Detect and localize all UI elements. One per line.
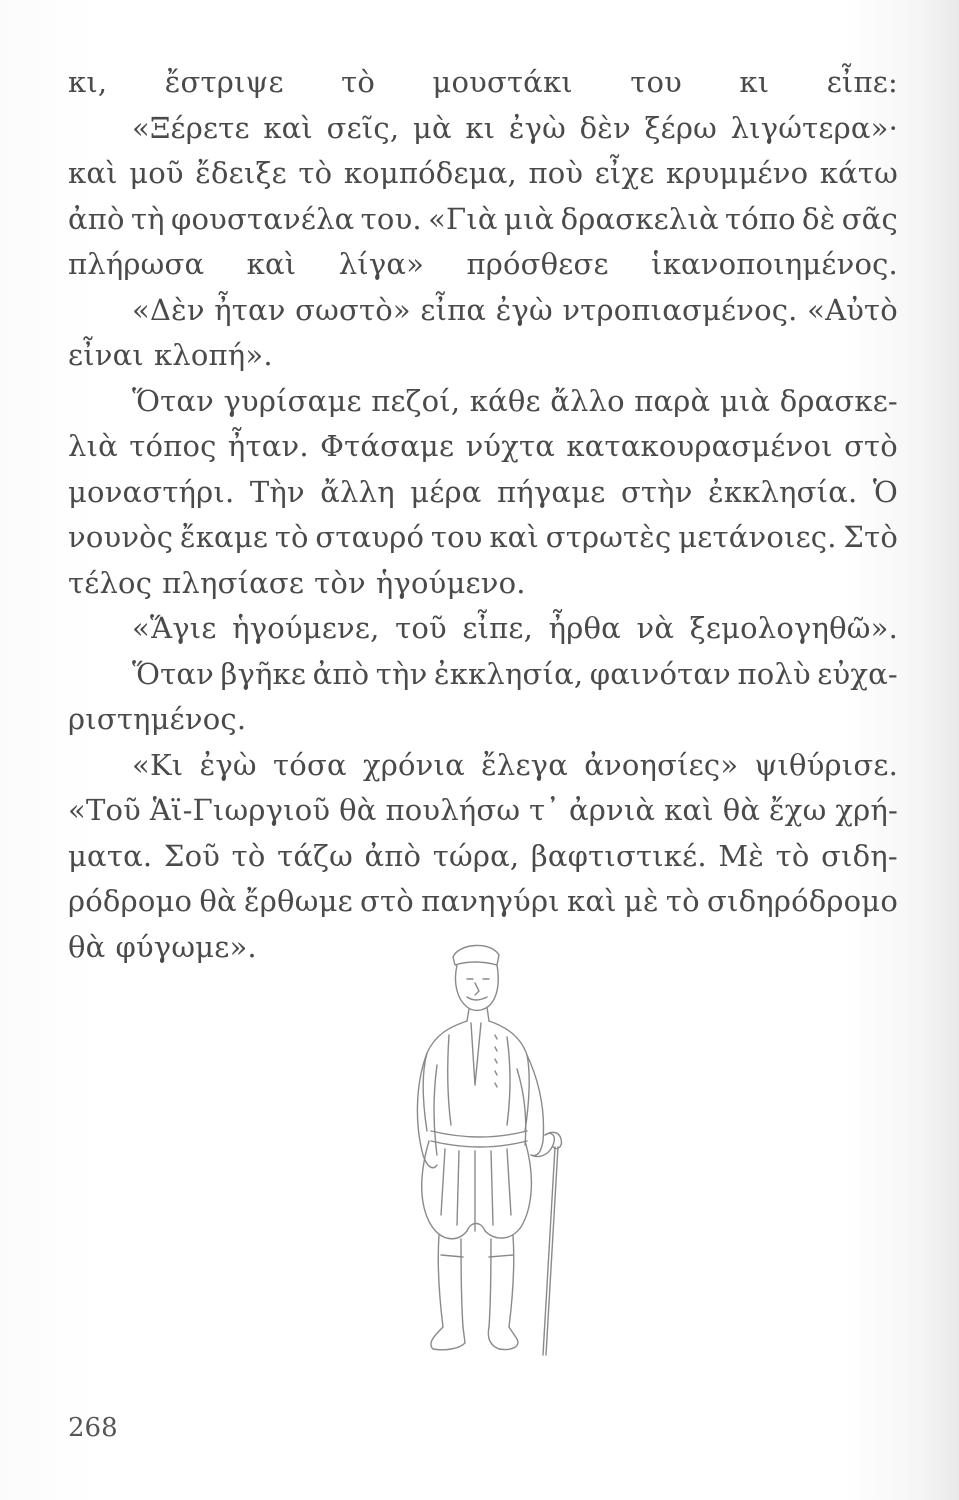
word: κλοπή». — [153, 338, 273, 372]
word: τὴ — [130, 201, 165, 236]
word: «Κι — [132, 747, 184, 782]
word: τοῦ — [395, 611, 447, 645]
word: ριστημένος. — [68, 702, 247, 736]
word: μέρα — [410, 474, 482, 509]
word: ἔδειξε — [195, 156, 287, 190]
text-line-10 — [68, 470, 898, 516]
text-line-9 — [68, 424, 898, 470]
word: ματα. — [68, 838, 153, 873]
word: ἀπὸ — [364, 838, 422, 873]
word: θὰ — [199, 884, 237, 918]
word: φύγωμε». — [115, 929, 257, 964]
word: δὲ — [802, 201, 836, 236]
word: φουστανέλα — [171, 201, 355, 236]
word: σιδηρόδρομο — [707, 884, 898, 918]
word: δρασκε- — [779, 383, 898, 418]
word: τὸ — [274, 520, 309, 554]
word: βαφτιστικέ. — [530, 838, 707, 873]
word: πήγαμε — [497, 474, 606, 509]
text-line-6 — [68, 288, 898, 334]
word: μὲ — [623, 884, 659, 918]
word: πλήρωσα — [68, 247, 205, 281]
word: σιδη- — [821, 838, 898, 873]
word: ξεμολογηθῶ». — [689, 611, 898, 645]
word: δὲν — [579, 110, 631, 145]
word: εἶπε, — [462, 611, 534, 645]
text-line-19 — [68, 879, 898, 925]
word: «Γιὰ — [428, 201, 498, 236]
text-line-14 — [68, 652, 898, 698]
word: ἐκκλησία, — [433, 656, 584, 691]
word: «Δὲν — [132, 292, 205, 327]
word: τὸ — [231, 838, 266, 873]
word: ἔκαμε — [179, 520, 269, 554]
word: βγῆκε — [220, 656, 307, 691]
text-line-18 — [68, 834, 898, 880]
word: ἀνοησίες» — [584, 747, 739, 782]
word: πολὺ — [737, 656, 811, 691]
text-line-3 — [68, 151, 898, 197]
word: εἶπα — [420, 292, 487, 327]
word: εἶπε: — [826, 65, 898, 99]
text-line-17 — [68, 788, 898, 834]
word: ἦταν. — [227, 429, 309, 463]
word: καὶ — [489, 520, 540, 554]
word: ἔρθωμε — [244, 884, 353, 918]
word: Ἁϊ-Γιωργιοῦ — [149, 793, 331, 827]
word: ἄλλο — [550, 383, 625, 418]
text-line-4 — [68, 197, 898, 243]
word: Μὲ — [718, 838, 764, 873]
word: τέλος — [68, 565, 153, 600]
page-number: 268 — [68, 1413, 118, 1443]
word: πουλήσω — [385, 793, 521, 827]
word: του. — [360, 201, 422, 236]
word: χρόνια — [362, 747, 465, 782]
word: ἦταν — [214, 292, 286, 327]
word: ντροπιασμένος. — [562, 292, 798, 327]
word: τόσα — [273, 747, 347, 782]
text-line-12 — [68, 561, 898, 607]
man-in-foustanella-illustration — [375, 935, 655, 1385]
word: καὶ — [246, 247, 297, 281]
word: δρασκελιὰ — [560, 201, 719, 236]
word: σεῖς, — [326, 110, 400, 145]
text-line-5 — [68, 242, 898, 288]
word: ἡγούμενο. — [375, 565, 526, 600]
word: θὰ — [68, 929, 106, 964]
word: τὸ — [775, 838, 810, 873]
word: καὶ — [664, 793, 714, 827]
word: κατακουρασμένοι — [566, 429, 833, 463]
word: ἔστριψε — [164, 65, 284, 99]
word: «Αὐτὸ — [807, 292, 898, 327]
word: Σοῦ — [163, 838, 221, 873]
word: Τὴν — [249, 474, 305, 509]
word: σταυρό — [315, 520, 425, 554]
word: κρυμμένο — [666, 156, 809, 190]
word: Ὅταν — [132, 656, 215, 691]
word: νὰ — [636, 611, 675, 645]
word: μιὰ — [719, 383, 771, 418]
word: ποὺ — [528, 156, 584, 190]
word: πρόσθεσε — [466, 247, 609, 281]
word: ἱκανοποιημένος. — [651, 247, 898, 281]
word: λιὰ — [68, 429, 118, 463]
text-line-15 — [68, 697, 898, 743]
word: κι — [465, 110, 496, 145]
word: εὐχα- — [817, 656, 898, 691]
word: κι — [739, 65, 770, 99]
word: «Ξέρετε — [132, 110, 250, 145]
body-text — [68, 60, 898, 970]
word: τάζω — [277, 838, 353, 873]
word: μοῦ — [129, 156, 184, 190]
word: μιὰ — [503, 201, 555, 236]
word: ἐγὼ — [199, 747, 257, 782]
text-line-7 — [68, 333, 898, 379]
word: τόπος — [129, 429, 217, 463]
word: στρωτὲς — [545, 520, 672, 554]
word: καὶ — [263, 110, 314, 145]
text-line-13 — [68, 606, 898, 652]
word: κάθε — [469, 383, 541, 418]
text-line-8 — [68, 379, 898, 425]
word: ἐκκλησία. — [708, 474, 858, 509]
word: ἐγὼ — [495, 292, 553, 327]
word: σωστὸ» — [295, 292, 411, 327]
word: Ὅταν — [132, 383, 215, 418]
word: ἔλεγα — [481, 747, 568, 782]
word: ἔχω — [769, 793, 827, 827]
word: πλησίασε — [162, 565, 305, 600]
word: θὰ — [722, 793, 761, 827]
word: κι, — [68, 65, 108, 99]
word: τὸ — [341, 65, 376, 99]
word: Ὁ — [872, 474, 898, 509]
word: τ᾽ — [529, 793, 561, 827]
word: ἀρνιὰ — [568, 793, 656, 827]
word: ρόδρομο — [68, 884, 193, 918]
word: νουνὸς — [68, 520, 174, 554]
text-line-11 — [68, 515, 898, 561]
word: τόπο — [724, 201, 796, 236]
word: εἶχε — [594, 156, 655, 190]
word: ἐγὼ — [508, 110, 567, 145]
text-line-16 — [68, 743, 898, 789]
word: τὸν — [314, 565, 366, 600]
word: του — [630, 65, 682, 99]
word: μετάνοιες. — [678, 520, 837, 554]
word: σᾶς — [841, 201, 898, 236]
word: ξέρω — [644, 110, 717, 145]
word: καὶ — [68, 156, 118, 190]
word: στὸ — [844, 429, 898, 463]
word: τὸ — [665, 884, 700, 918]
page-edge-shadow — [917, 0, 959, 1500]
word: νύχτα — [465, 429, 556, 463]
word: ἄλλη — [320, 474, 395, 509]
word: κομπόδεμα, — [343, 156, 517, 190]
word: καὶ — [567, 884, 617, 918]
word: «Τοῦ — [68, 793, 141, 827]
word: «Ἅγιε — [132, 611, 217, 645]
word: ἀπὸ — [312, 656, 370, 691]
word: στὴν — [620, 474, 693, 509]
word: πανηγύρι — [421, 884, 560, 918]
word: Φτάσαμε — [320, 429, 455, 463]
word: στὸ — [360, 884, 414, 918]
word: τὴν — [375, 656, 428, 691]
word: φαινόταν — [589, 656, 731, 691]
word: πεζοί, — [371, 383, 461, 418]
word: μοναστήρι. — [68, 474, 235, 509]
word: εἶναι — [68, 338, 144, 372]
word: του — [430, 520, 483, 554]
word: τώρα, — [432, 838, 520, 873]
word: ψιθύρισε. — [754, 747, 898, 782]
word: κάτω — [819, 156, 898, 190]
word: γυρίσαμε — [223, 383, 362, 418]
word: θὰ — [339, 793, 377, 827]
word: ἡγούμενε, — [232, 611, 380, 645]
word: ἦρθα — [548, 611, 621, 645]
word: τὸ — [298, 156, 333, 190]
word: μουστάκι — [432, 65, 573, 99]
word: ἀπὸ — [68, 201, 125, 236]
text-line-1 — [68, 60, 898, 106]
text-line-2 — [68, 106, 898, 152]
word: λιγώτερα»· — [730, 110, 898, 145]
word: λίγα» — [338, 247, 425, 281]
word: Στὸ — [843, 520, 898, 554]
word: χρή- — [835, 793, 898, 827]
word: παρὰ — [634, 383, 711, 418]
word: μὰ — [412, 110, 452, 145]
